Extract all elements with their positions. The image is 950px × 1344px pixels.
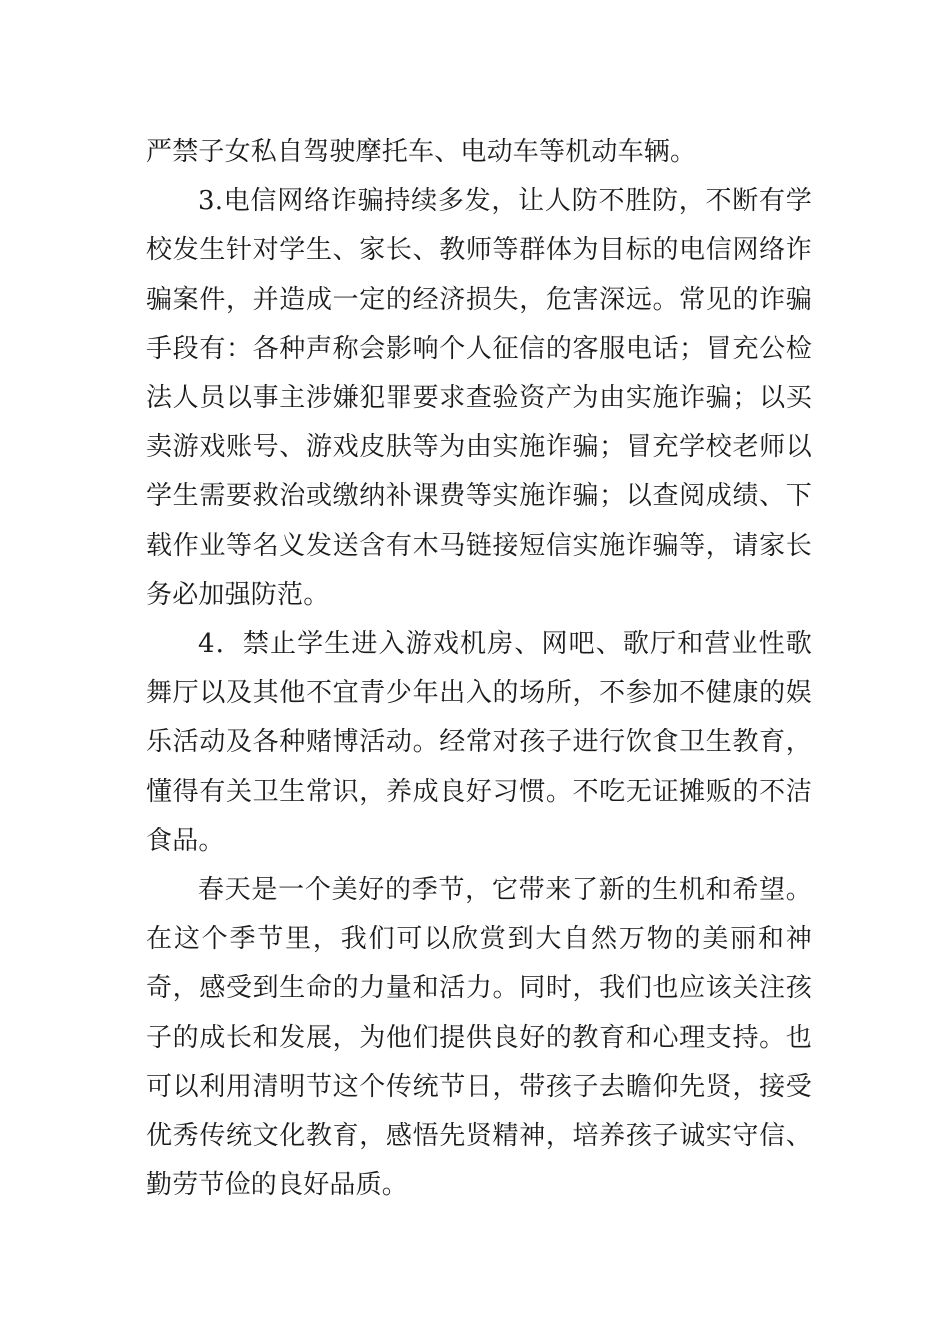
paragraph-item-3-telecom-fraud: 3.电信网络诈骗持续多发，让人防不胜防，不断有学校发生针对学生、家长、教师等群体为目标的电信网络诈骗案件，并造成一定的经济损失，危害深远。常见的诈骗手段有：各种声称会影响个人征信的客服电话；冒充公检法人员以事主涉嫌犯罪要求查验资产为由实施诈骗；以买卖游戏账号、游戏皮肤等为由实施诈骗；冒充学校老师以学生需要救治或缴纳补课费等实施诈骗；以查阅成绩、下载作业等名义发送含有木马链接短信实施诈骗等，请家长务必加强防范。 [146,186,812,610]
paragraph-continued: 严禁子女私自驾驶摩托车、电动车等机动车辆。 [146,137,697,167]
paragraph-item-4-prohibited-venues: 4．禁止学生进入游戏机房、网吧、歌厅和营业性歌舞厅以及其他不宜青少年出入的场所，不参加不健康的娱乐活动及各种赌博活动。经常对孩子进行饮食卫生教育，懂得有关卫生常识，养成良好习惯。不吃无证摊贩的不洁食品。 [146,629,812,856]
paragraph-spring: 春天是一个美好的季节，它带来了新的生机和希望。在这个季节里，我们可以欣赏到大自然万物的美丽和神奇，感受到生命的力量和活力。同时，我们也应该关注孩子的成长和发展，为他们提供良好的教育和心理支持。也可以利用清明节这个传统节日，带孩子去瞻仰先贤，接受优秀传统文化教育，感悟先贤精神，培养孩子诚实守信、勤劳节俭的良好品质。 [146,875,812,1201]
document-body [146,128,812,1210]
